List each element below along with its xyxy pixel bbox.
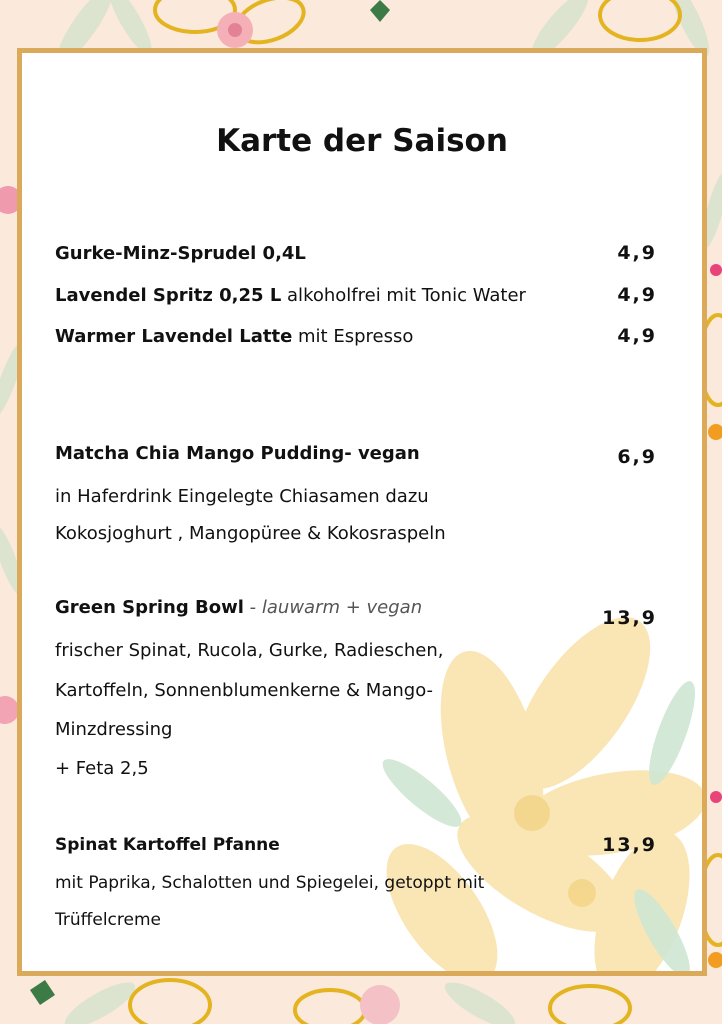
item-description-line: Kartoffeln, Sonnenblumenkerne & Mango-	[55, 680, 434, 701]
item-tag: lauwarm + vegan	[261, 597, 423, 618]
item-description: alkoholfrei mit Tonic Water	[287, 285, 526, 306]
item-name: Green Spring Bowl	[55, 597, 244, 618]
item-name: Warmer Lavendel Latte	[55, 326, 293, 347]
menu-item-gurke-minz-sprudel	[55, 243, 306, 264]
menu-card	[17, 48, 707, 976]
item-description-line: frischer Spinat, Rucola, Gurke, Radieschen,	[55, 640, 444, 661]
page-title: Karte der Saison	[216, 123, 508, 159]
menu-item-lavendel-latte	[55, 326, 413, 347]
menu-item-lavendel-spritz	[55, 285, 526, 306]
item-description-line: + Feta 2,5	[55, 758, 149, 779]
item-description-line: mit Paprika, Schalotten und Spiegelei, getoppt mit	[55, 873, 485, 893]
item-dash: -	[249, 597, 257, 618]
item-description-line: Kokosjoghurt , Mangopüree & Kokosraspeln	[55, 523, 446, 544]
item-name: Lavendel Spritz 0,25 L	[55, 285, 282, 306]
item-price: 13,9	[602, 834, 657, 856]
item-description-line: Minzdressing	[55, 719, 173, 740]
item-price: 6,9	[617, 446, 657, 468]
item-price: 4,9	[617, 284, 657, 306]
item-price: 4,9	[617, 325, 657, 347]
menu-item-matcha-pudding: Matcha Chia Mango Pudding- vegan	[55, 443, 420, 464]
item-description-line: in Haferdrink Eingelegte Chiasamen dazu	[55, 486, 429, 507]
item-price: 4,9	[617, 242, 657, 264]
item-price: 13,9	[602, 607, 657, 629]
menu-item-green-spring-bowl	[55, 597, 422, 618]
item-name: Gurke-Minz-Sprudel 0,4L	[55, 243, 306, 264]
item-description-line: Trüffelcreme	[55, 910, 161, 930]
menu-item-spinat-kartoffel-pfanne: Spinat Kartoffel Pfanne	[55, 835, 280, 855]
item-description: mit Espresso	[298, 326, 414, 347]
